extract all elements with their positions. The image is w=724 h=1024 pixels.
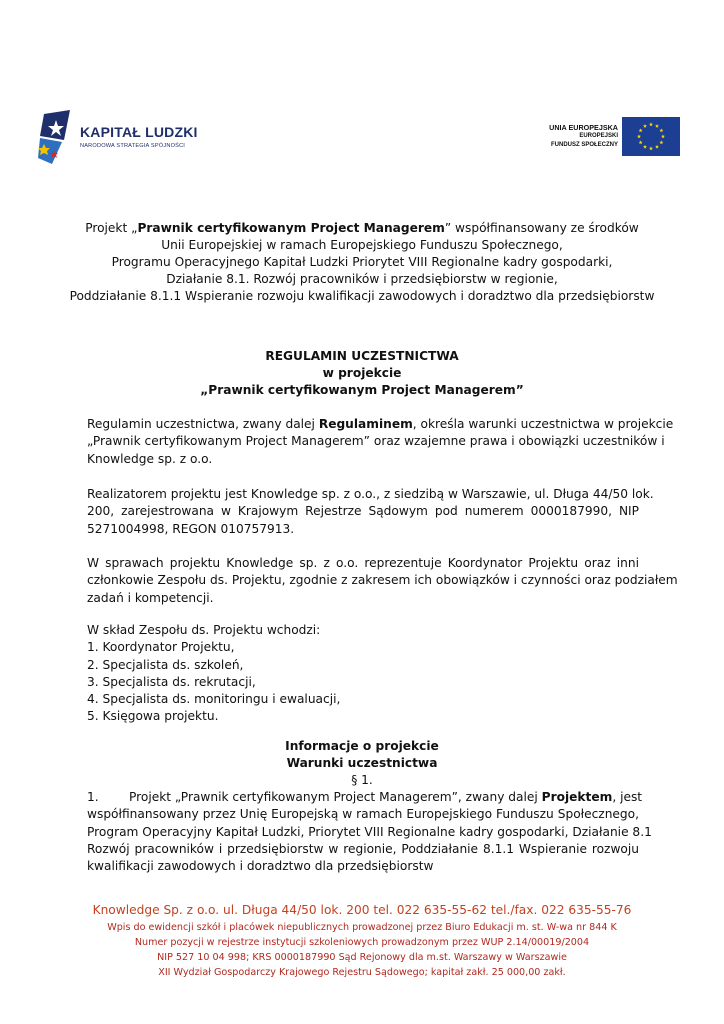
eu-logo-text (549, 123, 618, 150)
paragraph-line: Program Operacyjny Kapitał Ludzki, Priorytet VIII Regionalne kadry gospodarki, Działanie 8.1 (87, 824, 652, 839)
paragraph-line: 5271004998, REGON 010757913. (87, 521, 295, 536)
paragraph-line: W sprawach projektu Knowledge sp. z o.o. reprezentuje Koordynator Projektu oraz inni (87, 556, 639, 570)
text-fragment: , jest (612, 790, 643, 804)
paragraph-line: Rozwój pracowników i przedsiębiorstw w regionie, Poddziałanie 8.1.1 Wspieranie rozwoju (87, 841, 639, 856)
list-item: 4. Specjalista ds. monitoringu i ewaluacji, (87, 692, 341, 707)
paragraph-line: współfinansowany przez Unię Europejską w ramach Europejskiego Funduszu Społecznego, (87, 807, 639, 822)
footer-registry-line: XII Wydział Gospodarczy Krajowego Rejestru Sądowego; kapitał zakł. 25 000,00 zakł. (158, 967, 566, 978)
intro-line-5: Poddziałanie 8.1.1 Wspieranie rozwoju kwalifikacji zawodowych i doradztwo dla przedsiębiorstw (69, 289, 655, 303)
footer-registry-line: Numer pozycji w rejestrze instytucji szkoleniowych prowadzonym przez WUP 2.14/00019/2004 (134, 937, 590, 948)
eu-flag-icon (622, 117, 680, 156)
kapital-ludzki-emblem-icon (38, 110, 78, 164)
paragraph-line: zadań i kompetencji. (87, 590, 214, 605)
section-heading-info: Informacje o projekcie (285, 739, 439, 753)
team-list (87, 622, 639, 726)
footer-registry-line: NIP 527 10 04 998; KRS 0000187990 Sąd Rejonowy dla m.st. Warszawy w Warszawie (157, 952, 567, 963)
intro-line-1-suffix: ” współfinansowany ze środków (444, 221, 639, 235)
footer-company-contact: Knowledge Sp. z o.o. ul. Długa 44/50 lok. 200 tel. 022 635-55-62 tel./fax. 022 635-55-76 (92, 903, 632, 917)
projekt-term-bold: Projektem (541, 790, 613, 804)
document-title: REGULAMIN UCZESTNICTWA (265, 349, 459, 363)
team-list-intro: W skład Zespołu ds. Projektu wchodzi: (87, 623, 321, 637)
section-paragraph-number: § 1. (351, 773, 373, 787)
document-project-name: „Prawnik certyfikowanym Project Managerem” (200, 383, 524, 397)
intro-line-3: Programu Operacyjnego Kapitał Ludzki Priorytet VIII Regionalne kadry gospodarki, (111, 255, 613, 269)
text-fragment: Regulamin uczestnictwa, zwany dalej (87, 417, 319, 431)
eu-logo-line3: FUNDUSZ SPOŁECZNY (550, 142, 618, 148)
list-item: 5. Księgowa projektu. (87, 709, 219, 724)
list-item: 1. Koordynator Projektu, (87, 640, 235, 655)
text-fragment: , określa warunki uczestnictwa w projekcie (412, 417, 674, 431)
paragraph-line (87, 789, 643, 806)
section-heading-conditions: Warunki uczestnictwa (286, 756, 438, 770)
paragraph-reprezentacja (87, 555, 678, 607)
paragraph-line: członkowie Zespołu ds. Projektu, zgodnie z zakresem ich obowiązków i czynności oraz podziałem (87, 573, 678, 588)
kapital-ludzki-subtitle: NARODOWA STRATEGIA SPÓJNOŚCI (80, 143, 186, 149)
paragraph-regulamin (87, 416, 674, 468)
list-item: 2. Specjalista ds. szkoleń, (87, 657, 244, 672)
paragraph-line: Knowledge sp. z o.o. (87, 451, 213, 466)
intro-line-4: Działanie 8.1. Rozwój pracowników i przedsiębiorstw w regionie, (166, 272, 558, 286)
document-subtitle: w projekcie (322, 366, 402, 380)
paragraph-line (87, 416, 674, 433)
eu-logo-line2: EUROPEJSKI (579, 133, 618, 139)
paragraph-realizator (87, 486, 654, 538)
paragraph-line: 200, zarejestrowana w Krajowym Rejestrze Sądowym pod numerem 0000187990, NIP (87, 504, 639, 519)
project-name-bold: Prawnik certyfikowanym Project Managerem (137, 221, 445, 235)
paragraph-line: Realizatorem projektu jest Knowledge sp. z o.o., z siedzibą w Warszawie, ul. Długa 44/50 lok. (87, 487, 654, 501)
regulamin-term-bold: Regulaminem (318, 417, 413, 431)
paragraph-line: kwalifikacji zawodowych i doradztwo dla przedsiębiorstw (87, 859, 434, 874)
intro-line-1 (60, 220, 664, 237)
text-fragment: Projekt „Prawnik certyfikowanym Project Managerem”, zwany dalej (129, 790, 542, 804)
eu-logo (538, 117, 680, 157)
intro-line-2: Unii Europejskiej w ramach Europejskiego Funduszu Społecznego, (161, 238, 563, 252)
item-number: 1. (87, 790, 99, 804)
paragraph-line: „Prawnik certyfikowanym Project Managerem” oraz wzajemne prawa i obowiązki uczestników i (87, 434, 665, 449)
footer-registry-line: Wpis do ewidencji szkół i placówek niepublicznych prowadzonej przez Biuro Edukacji m. st. W-wa nr 844 K (107, 922, 617, 933)
list-item: 3. Specjalista ds. rekrutacji, (87, 674, 256, 689)
section-1-text (87, 789, 652, 875)
eu-logo-line1: UNIA EUROPEJSKA (549, 123, 618, 132)
intro-line-1-prefix: Projekt „ (85, 221, 138, 235)
kapital-ludzki-title: KAPITAŁ LUDZKI (80, 124, 198, 140)
kapital-ludzki-logo (38, 110, 208, 164)
